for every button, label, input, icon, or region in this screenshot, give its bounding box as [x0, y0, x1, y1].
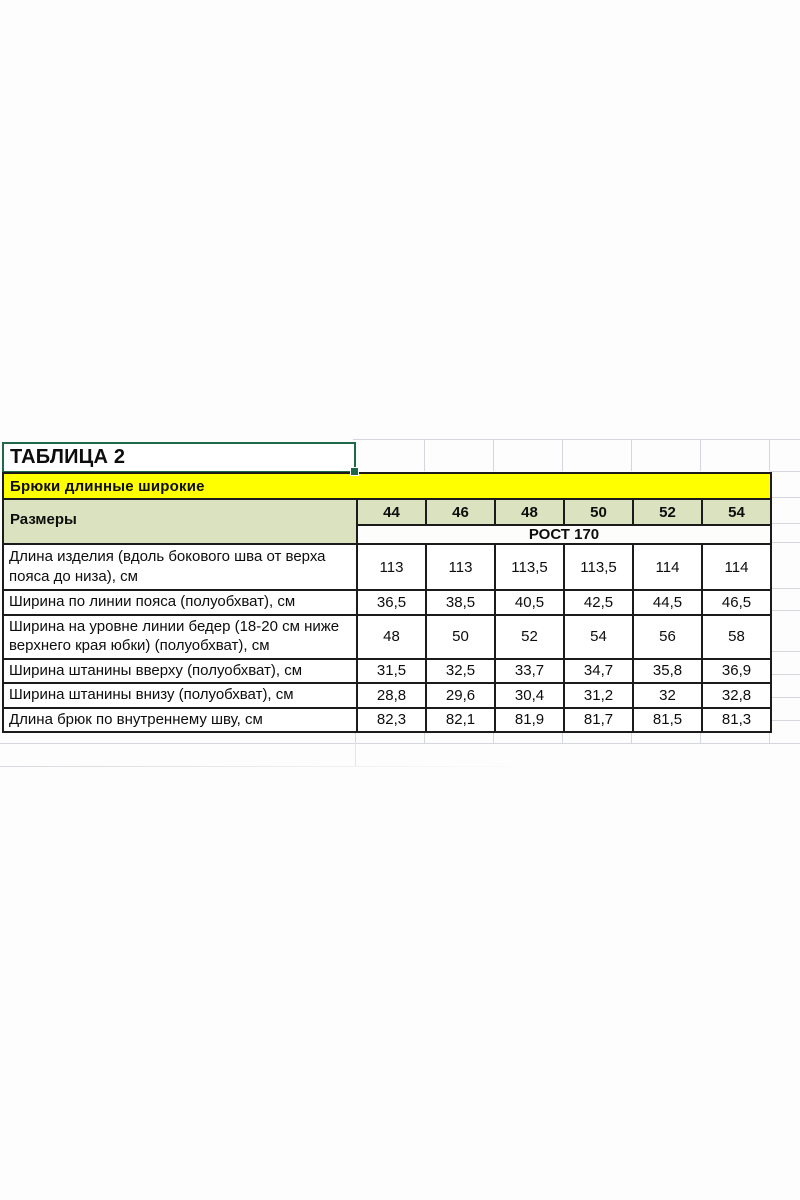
gridline [770, 720, 800, 721]
subtitle-cell[interactable]: Брюки длинные широкие [3, 473, 771, 499]
gridline [770, 610, 800, 611]
table-row [3, 590, 771, 615]
value-cell[interactable]: 28,8 [357, 683, 426, 708]
table-row [3, 683, 771, 708]
value-cell[interactable]: 54 [564, 615, 633, 659]
value-cell[interactable]: 42,5 [564, 590, 633, 615]
value-cell[interactable]: 32,5 [426, 659, 495, 684]
size-header-cell[interactable]: 46 [426, 499, 495, 525]
value-cell[interactable]: 36,5 [357, 590, 426, 615]
table-row [3, 615, 771, 659]
value-cell[interactable]: 81,5 [633, 708, 702, 733]
value-cell[interactable]: 44,5 [633, 590, 702, 615]
size-table [2, 472, 772, 733]
gridline [353, 439, 800, 440]
value-cell[interactable]: 32,8 [702, 683, 771, 708]
value-cell[interactable]: 56 [633, 615, 702, 659]
value-cell[interactable]: 52 [495, 615, 564, 659]
value-cell[interactable]: 38,5 [426, 590, 495, 615]
value-cell[interactable]: 34,7 [564, 659, 633, 684]
gridline [562, 440, 563, 471]
row-label-cell[interactable]: Ширина штанины вверху (полуобхват), см [3, 659, 357, 684]
value-cell[interactable]: 114 [702, 544, 771, 590]
value-cell[interactable]: 114 [633, 544, 702, 590]
table-row [3, 708, 771, 733]
gridline [0, 766, 540, 767]
value-cell[interactable]: 30,4 [495, 683, 564, 708]
selection-fill-handle[interactable] [350, 467, 359, 476]
row-label-cell[interactable]: Ширина штанины внизу (полуобхват), см [3, 683, 357, 708]
gridline [770, 497, 800, 498]
selected-cell-table-title[interactable] [2, 442, 356, 473]
table-row [3, 659, 771, 684]
value-cell[interactable]: 113,5 [564, 544, 633, 590]
size-header-cell[interactable]: 54 [702, 499, 771, 525]
gridline [770, 523, 800, 524]
size-header-cell[interactable]: 50 [564, 499, 633, 525]
gridline [355, 743, 356, 766]
gridline [424, 440, 425, 471]
gridline [770, 471, 800, 472]
value-cell[interactable]: 50 [426, 615, 495, 659]
value-cell[interactable]: 29,6 [426, 683, 495, 708]
size-header-cell[interactable]: 48 [495, 499, 564, 525]
table-title: ТАБЛИЦА 2 [10, 446, 126, 468]
value-cell[interactable]: 81,7 [564, 708, 633, 733]
size-header-cell[interactable]: 52 [633, 499, 702, 525]
value-cell[interactable]: 113 [426, 544, 495, 590]
gridline [769, 440, 770, 471]
row-label-cell[interactable]: Длина изделия (вдоль бокового шва от верха пояса до низа), см [3, 544, 357, 590]
value-cell[interactable]: 81,3 [702, 708, 771, 733]
value-cell[interactable]: 36,9 [702, 659, 771, 684]
gridline [493, 440, 494, 471]
value-cell[interactable]: 82,1 [426, 708, 495, 733]
gridline [770, 697, 800, 698]
value-cell[interactable]: 48 [357, 615, 426, 659]
value-cell[interactable]: 35,8 [633, 659, 702, 684]
value-cell[interactable]: 31,2 [564, 683, 633, 708]
value-cell[interactable]: 82,3 [357, 708, 426, 733]
value-cell[interactable]: 81,9 [495, 708, 564, 733]
value-cell[interactable]: 113 [357, 544, 426, 590]
size-header-cell[interactable]: 44 [357, 499, 426, 525]
header-sizes-row [3, 499, 771, 525]
gridline [700, 440, 701, 471]
gridline [770, 651, 800, 652]
value-cell[interactable]: 46,5 [702, 590, 771, 615]
value-cell[interactable]: 113,5 [495, 544, 564, 590]
gridline [770, 542, 800, 543]
rost-cell[interactable]: РОСТ 170 [357, 525, 771, 544]
gridline [0, 743, 800, 744]
value-cell[interactable]: 33,7 [495, 659, 564, 684]
gridline [770, 674, 800, 675]
gridline [631, 440, 632, 471]
value-cell[interactable]: 32 [633, 683, 702, 708]
subtitle-row [3, 473, 771, 499]
value-cell[interactable]: 58 [702, 615, 771, 659]
row-label-cell[interactable]: Длина брюк по внутреннему шву, см [3, 708, 357, 733]
value-cell[interactable]: 31,5 [357, 659, 426, 684]
dimensions-header-cell[interactable]: Размеры [3, 499, 357, 544]
gridline [770, 588, 800, 589]
table-row [3, 544, 771, 590]
row-label-cell[interactable]: Ширина на уровне линии бедер (18-20 см ниже верхнего края юбки) (полуобхват), см [3, 615, 357, 659]
row-label-cell[interactable]: Ширина по линии пояса (полуобхват), см [3, 590, 357, 615]
value-cell[interactable]: 40,5 [495, 590, 564, 615]
